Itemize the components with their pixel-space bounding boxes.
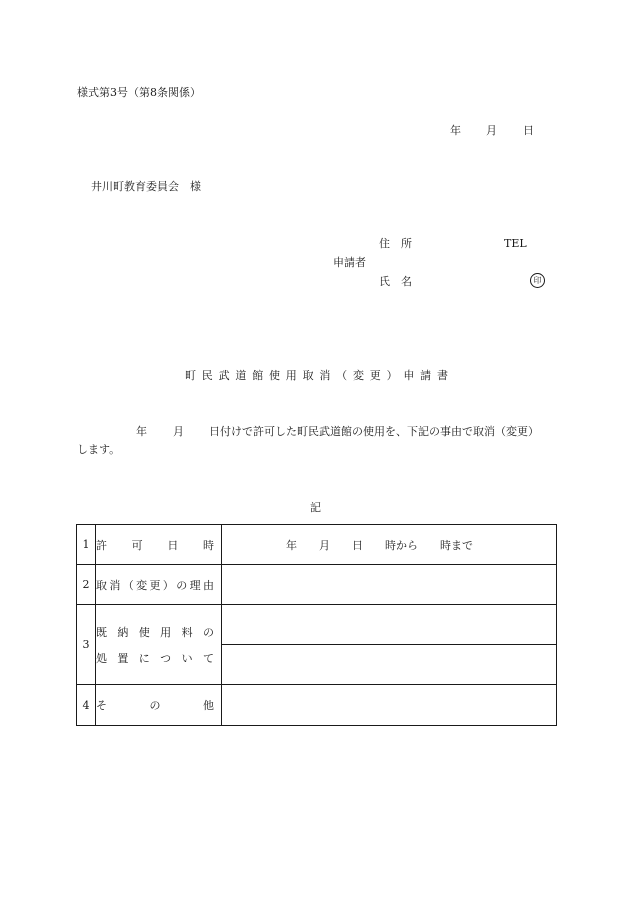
table-row xyxy=(77,565,557,605)
row-number: 4 xyxy=(77,685,96,726)
body-month: 月 xyxy=(173,425,184,438)
table-row xyxy=(77,685,557,726)
details-table xyxy=(76,524,557,726)
row-label-cancel-reason: 取 消 （ 変 更 ） の 理 由 xyxy=(96,565,222,605)
seal-icon: 印 xyxy=(530,273,545,288)
table-row xyxy=(77,605,557,645)
seal-mark xyxy=(530,273,545,288)
row-number: 2 xyxy=(77,565,96,605)
tel-label: TEL xyxy=(504,237,527,250)
cancel-reason-field[interactable] xyxy=(222,565,557,605)
date-month: 月 xyxy=(486,124,497,137)
applicant-label: 申請者 xyxy=(333,256,366,269)
date-year: 年 xyxy=(450,124,461,137)
name-label: 氏 名 xyxy=(379,275,412,288)
body-text: 日付けで許可した町民武道館の使用を、下記の事由で取消（変更） xyxy=(209,425,539,438)
row-label-fee-handling: 既 納 使 用 料 の 処 置 に つ い て xyxy=(96,605,222,685)
ki-heading: 記 xyxy=(310,501,321,514)
address-label: 住 所 xyxy=(379,237,412,250)
row-label-other: そ の 他 xyxy=(96,685,222,726)
fee-handling-field-1[interactable] xyxy=(222,605,557,645)
form-number: 様式第3号（第8条関係） xyxy=(77,86,201,99)
document-title: 町 民 武 道 館 使 用 取 消 （ 変 更 ） 申 請 書 xyxy=(185,369,448,382)
addressee: 井川町教育委員会 様 xyxy=(91,180,201,193)
fee-handling-field-2[interactable] xyxy=(222,645,557,685)
body-year: 年 xyxy=(136,425,147,438)
table-row xyxy=(77,525,557,565)
row-label-permit-datetime: 許 可 日 時 xyxy=(96,525,222,565)
row-number: 1 xyxy=(77,525,96,565)
body-continuation: します。 xyxy=(77,443,121,456)
permit-datetime-value[interactable] xyxy=(222,525,557,565)
row-number: 3 xyxy=(77,605,96,685)
other-field[interactable] xyxy=(222,685,557,726)
date-day: 日 xyxy=(523,124,534,137)
date-line xyxy=(450,124,534,138)
permit-datetime-text: 年 月 日 時から 時まで xyxy=(286,538,473,552)
